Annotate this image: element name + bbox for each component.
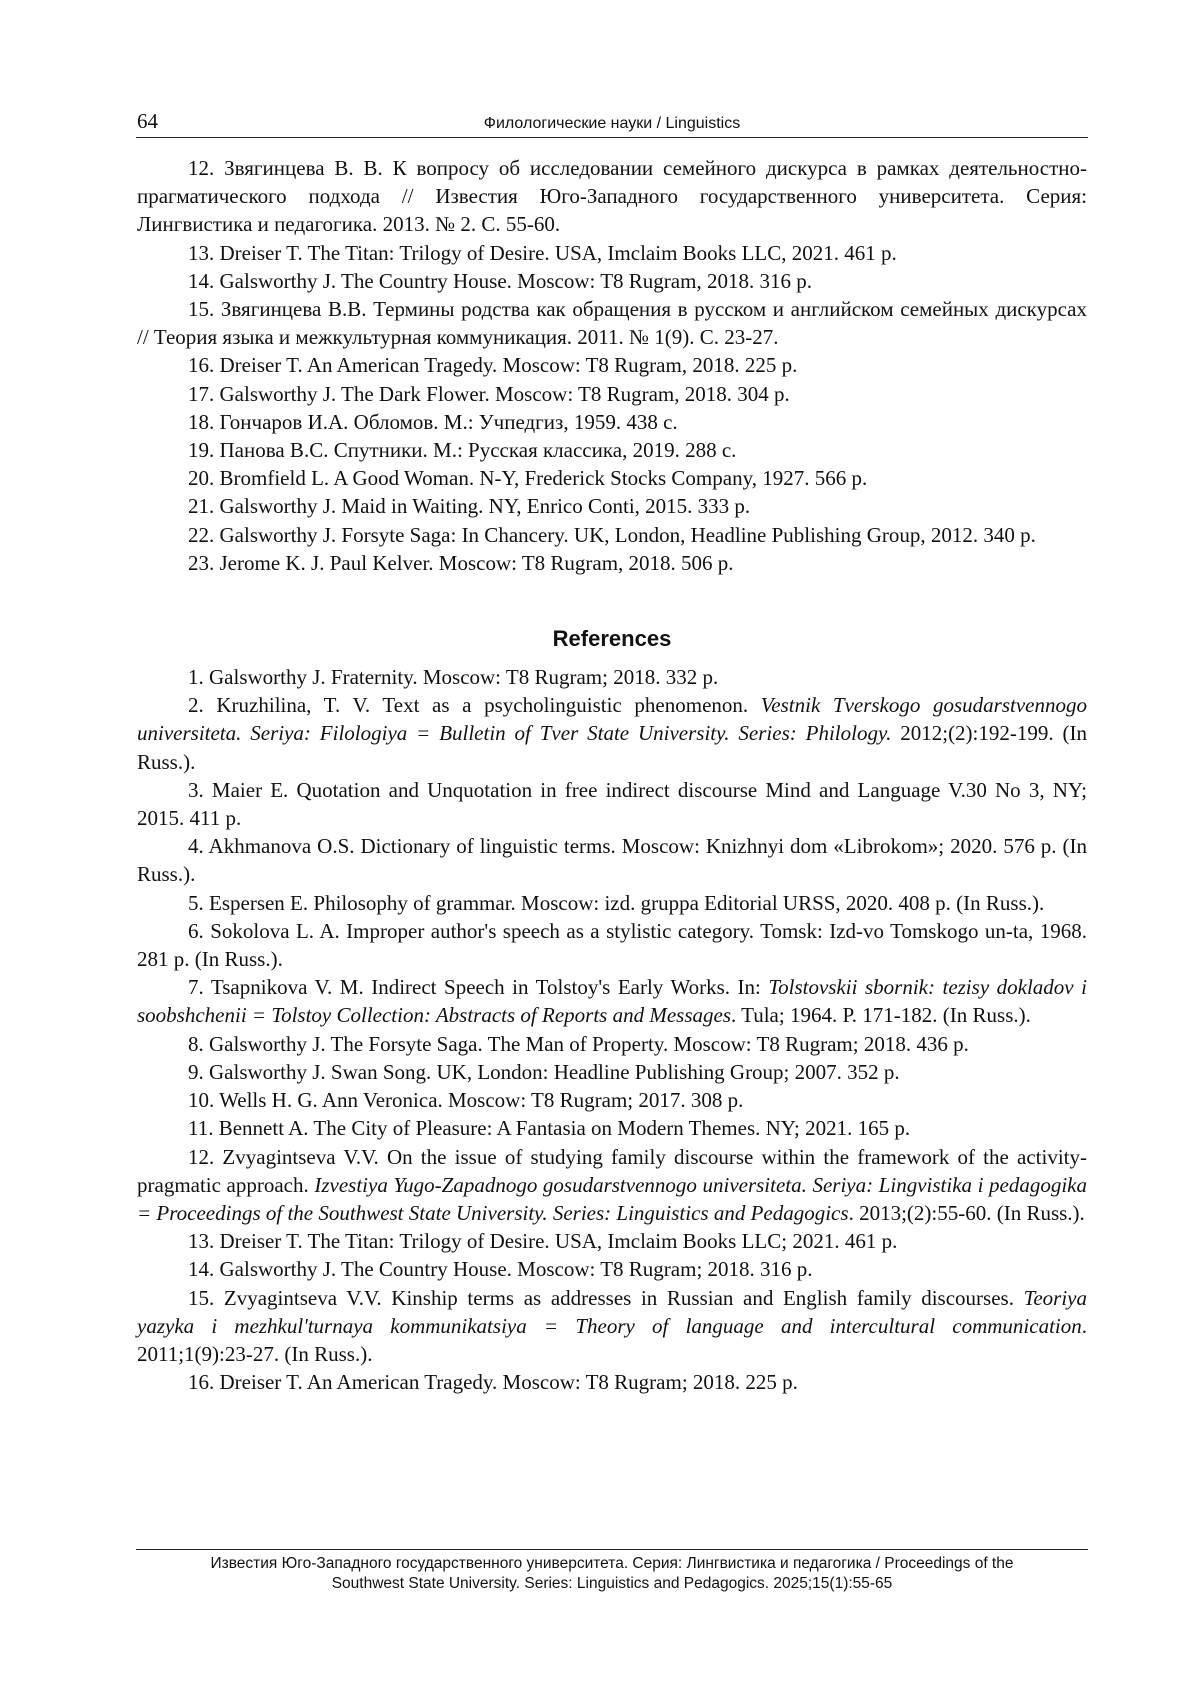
reference-entry xyxy=(137,691,1087,776)
reference-entry xyxy=(137,1030,1087,1058)
bibliography-entry: 21. Galsworthy J. Maid in Waiting. NY, Enrico Conti, 2015. 333 p. xyxy=(188,494,751,519)
reference-text: 13. Dreiser T. The Titan: Trilogy of Desire. USA, Imclaim Books LLC; 2021. 461 p. xyxy=(188,1229,898,1254)
reference-text: 3. Maier E. Quotation and Unquotation in free indirect discourse Mind and Language V.30 No 3, NY; 2015. 411 p. xyxy=(137,777,1087,831)
reference-entry xyxy=(137,832,1087,888)
reference-entry xyxy=(137,1227,1087,1255)
reference-entry xyxy=(137,1143,1087,1228)
bibliography-entry: 18. Гончаров И.А. Обломов. М.: Учпедгиз, 1959. 438 с. xyxy=(188,409,678,434)
reference-source-title: Teoriya yazyka i mezhkul'turnaya kommunikatsiya = Theory of language and intercultural communication xyxy=(137,1285,1087,1338)
reference-entry xyxy=(137,1255,1087,1283)
reference-entry xyxy=(137,1114,1087,1142)
page-number: 64 xyxy=(137,109,158,133)
bibliography-entry: 13. Dreiser T. The Titan: Trilogy of Desire. USA, Imclaim Books LLC, 2021. 461 p. xyxy=(188,240,897,265)
reference-text: 12. Zvyagintseva V.V. On the issue of studying family discourse within the framework of the activity-pragmatic approach. xyxy=(137,1144,1087,1197)
bibliography-entry: 16. Dreiser T. An American Tragedy. Moscow: T8 Rugram, 2018. 225 p. xyxy=(188,353,798,378)
footer-line-1: Известия Юго-Западного государственного университета. Серия: Лингвистика и педагогика / Proceedings of the xyxy=(210,1555,1014,1572)
header-divider xyxy=(136,137,1088,138)
reference-text: 1. Galsworthy J. Fraternity. Moscow: T8 Rugram; 2018. 332 p. xyxy=(188,665,719,690)
reference-entry xyxy=(137,973,1087,1029)
footer-divider xyxy=(136,1549,1088,1550)
bibliography-entry: 20. Bromfield L. A Good Woman. N-Y, Frederick Stocks Company, 1927. 566 p. xyxy=(188,466,868,491)
reference-text: 14. Galsworthy J. The Country House. Moscow: T8 Rugram; 2018. 316 p. xyxy=(188,1257,813,1282)
reference-details: 2012;(2):192-199. (In Russ.). xyxy=(137,721,1087,774)
reference-details: . 2013;(2):55-60. (In Russ.). xyxy=(848,1200,1085,1225)
reference-text: 5. Espersen E. Philosophy of grammar. Moscow: izd. gruppa Editorial URSS, 2020. 408 p. (In Russ.). xyxy=(188,890,1045,915)
reference-entry xyxy=(137,776,1087,832)
bibliography-entry: 14. Galsworthy J. The Country House. Moscow: T8 Rugram, 2018. 316 p. xyxy=(188,268,812,293)
reference-text: 7. Tsapnikova V. M. Indirect Speech in Tolstoy's Early Works. In: xyxy=(188,975,769,1000)
reference-entry xyxy=(137,663,1087,691)
page-content xyxy=(137,154,1087,1396)
reference-entry xyxy=(137,1284,1087,1369)
reference-text: 9. Galsworthy J. Swan Song. UK, London: Headline Publishing Group; 2007. 352 p. xyxy=(188,1059,900,1084)
bibliography-entry: 15. Звягинцева В.В. Термины родства как обращения в русском и английском семейных дискурсах // Теория языка и межкультурная коммуникация. 2011. № 1(9). С. 23-27. xyxy=(137,297,1087,350)
bibliography-entry: 17. Galsworthy J. The Dark Flower. Moscow: T8 Rugram, 2018. 304 p. xyxy=(188,381,790,406)
bibliography-list xyxy=(137,154,1087,577)
reference-entry xyxy=(137,1086,1087,1114)
reference-source-title: Vestnik Tverskogo gosudarstvennogo universiteta. Seriya: Filologiya = Bulletin of Tver State University. Series: Philology. xyxy=(137,693,1088,746)
references-list xyxy=(137,663,1087,1396)
reference-source-title: Tolstovskii sbornik: tezisy dokladov i soobshchenii = Tolstoy Collection: Abstracts of Reports and Messages xyxy=(137,975,1087,1028)
reference-entry xyxy=(137,1058,1087,1086)
reference-text: 11. Bennett A. The City of Pleasure: A Fantasia on Modern Themes. NY; 2021. 165 p. xyxy=(188,1116,911,1141)
footer xyxy=(136,1554,1088,1594)
bibliography-entry: 22. Galsworthy J. Forsyte Saga: In Chancery. UK, London, Headline Publishing Group, 2012. 340 p. xyxy=(188,522,1036,547)
bibliography-entry: 12. Звягинцева В. В. К вопросу об исследовании семейного дискурса в рамках деятельностно-прагматического подхода // Известия Юго-Западного государственного университета. Серия: Лингвистика и педагогика. 2013. № 2. С. 55-60. xyxy=(137,156,1087,237)
reference-text: 10. Wells H. G. Ann Veronica. Moscow: T8 Rugram; 2017. 308 p. xyxy=(188,1088,744,1113)
reference-text: 8. Galsworthy J. The Forsyte Saga. The Man of Property. Moscow: T8 Rugram; 2018. 436 p. xyxy=(188,1031,969,1056)
reference-details: . 2011;1(9):23-27. (In Russ.). xyxy=(137,1313,1087,1366)
reference-details: . Tula; 1964. P. 171-182. (In Russ.). xyxy=(731,1003,1031,1028)
reference-text: 4. Akhmanova O.S. Dictionary of linguistic terms. Moscow: Knizhnyi dom «Librokom»; 2020. 576 p. (In Russ.). xyxy=(137,834,1087,887)
reference-text: 16. Dreiser T. An American Tragedy. Moscow: T8 Rugram; 2018. 225 p. xyxy=(188,1370,798,1395)
reference-text: 6. Sokolova L. A. Improper author's speech as a stylistic category. Tomsk: Izd-vo Tomskogo un-ta, 1968. 281 p. (In Russ.). xyxy=(137,918,1087,972)
running-head: Филологические науки / Linguistics xyxy=(483,115,741,132)
references-title: References xyxy=(552,626,672,652)
bibliography-entry: 19. Панова В.С. Спутники. М.: Русская классика, 2019. 288 с. xyxy=(188,438,737,463)
reference-entry xyxy=(137,889,1087,917)
reference-entry xyxy=(137,1368,1087,1396)
reference-text: 15. Zvyagintseva V.V. Kinship terms as addresses in Russian and English family discourses. xyxy=(188,1285,1024,1310)
footer-line-2: Southwest State University. Series: Linguistics and Pedagogics. 2025;15(1):55-65 xyxy=(331,1575,893,1592)
reference-source-title: Izvestiya Yugo-Zapadnogo gosudarstvennogo universiteta. Seriya: Lingvistika i pedagogika = Proceedings of the Southwest State University. Series: Linguistics and Pedagogics xyxy=(137,1172,1087,1225)
reference-entry xyxy=(137,917,1087,973)
reference-text: 2. Kruzhilina, T. V. Text as a psycholinguistic phenomenon. xyxy=(188,693,761,718)
bibliography-entry: 23. Jerome K. J. Paul Kelver. Moscow: T8 Rugram, 2018. 506 p. xyxy=(188,550,734,575)
